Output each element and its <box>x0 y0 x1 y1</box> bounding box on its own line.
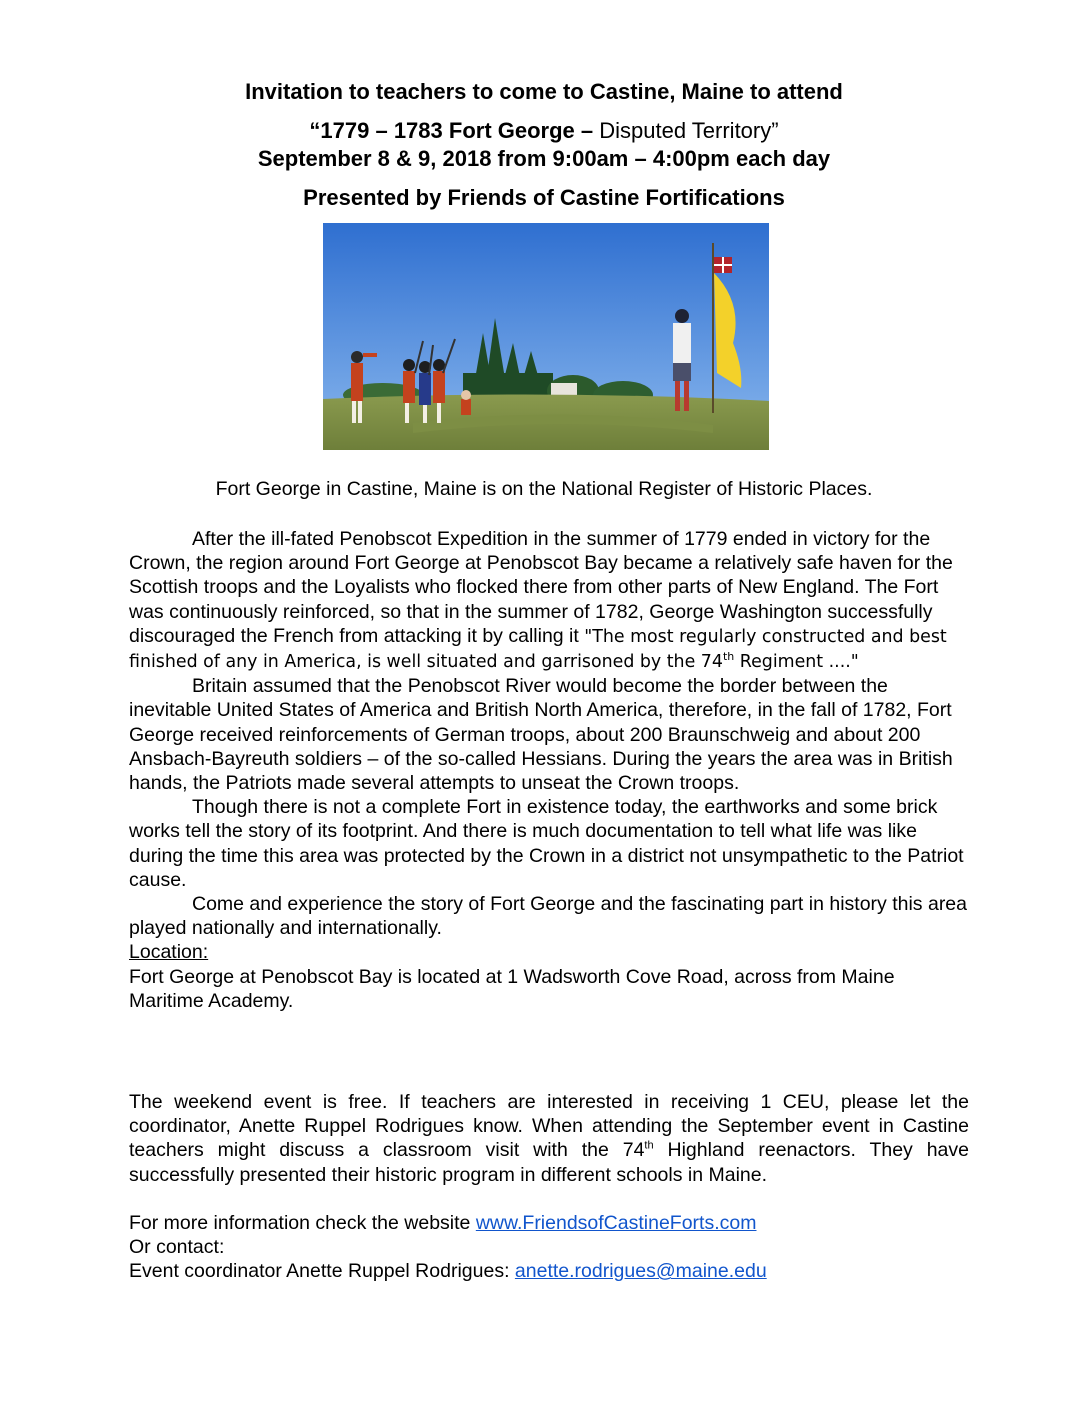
event-text-part-a: The weekend event is free. If teachers are interested in receiving 1 CEU, please let the coordinator, Anette Ruppel Rodrigues know. When attending the September event in Castine teachers might discuss a classroom visit with the 74 <box>129 1091 969 1162</box>
paragraph-border: Britain assumed that the Penobscot River would become the border between the inevitable United States of America and British North America, therefore, in the fall of 1782, Fort George received reinforcements of German troops, about 200 Braunschweig and about 200 Ansbach-Bayreuth soldiers – of the so-called Hessians. During the years the area was in British hands, the Patriots made several attempts to unseat the Crown troops. <box>129 675 953 795</box>
location-heading: Location: <box>129 941 209 964</box>
event-dates: September 8 & 9, 2018 from 9:00am – 4:00pm each day <box>257 146 831 171</box>
event-text <box>129 1090 969 1187</box>
event-superscript: th <box>644 1139 654 1152</box>
paragraph-expedition-text: After the ill-fated Penobscot Expedition in the summer of 1779 ended in victory for the Crown, the region around Fort George at Penobscot Bay became a relatively safe haven for the Scottish troops and the Loyalists who flocked there from other parts of New England. The Fort was continuously reinforced, so that in the summer of 1782, George Washington successfully discouraged the French from attacking it by calling it <box>129 528 953 647</box>
coordinator-prefix: Event coordinator Anette Ruppel Rodrigues: <box>129 1260 515 1283</box>
website-link[interactable]: www.FriendsofCastineForts.com <box>475 1212 757 1234</box>
title-line-2-bold: “1779 – 1783 Fort George – <box>309 118 600 143</box>
event-paragraph <box>129 1090 969 1187</box>
paragraph-earthworks: Though there is not a complete Fort in existence today, the earthworks and some brick works tell the story of its footprint. And there is much documentation to tell what life was like during the time this area was protected by the Crown in a district not unsympathetic to the Patriot cause. <box>129 796 964 891</box>
washington-quote-superscript: th <box>722 650 735 664</box>
location-text: Fort George at Penobscot Bay is located at 1 Wadsworth Cove Road, across from Maine Maritime Academy. <box>129 965 895 1012</box>
presenter-line: Presented by Friends of Castine Fortifications <box>303 185 785 210</box>
washington-quote-part-a: "The most regularly constructed and best finished of any in America, is well situated and garrisoned by the 74 <box>129 626 947 673</box>
event-text-part-b: Highland reenactors. They have successfully presented their historic program in different schools in Maine. <box>129 1139 969 1186</box>
info-line <box>129 1211 969 1235</box>
washington-quote-part-b: Regiment ...." <box>734 652 859 673</box>
reenactors-photo <box>323 223 769 450</box>
paragraph-expedition <box>129 527 969 674</box>
or-contact-line: Or contact: <box>129 1236 225 1259</box>
title-line-1: Invitation to teachers to come to Castine, Maine to attend <box>245 79 843 104</box>
title-line-2 <box>0 118 1088 144</box>
photo-caption: Fort George in Castine, Maine is on the National Register of Historic Places. <box>215 478 873 500</box>
coordinator-line <box>129 1259 969 1283</box>
contact-block <box>129 1211 969 1284</box>
email-link[interactable]: anette.rodrigues@maine.edu <box>514 1260 767 1283</box>
paragraph-invitation: Come and experience the story of Fort George and the fascinating part in history this area played nationally and internationally. <box>129 893 968 940</box>
title-line-2-light: Disputed Territory” <box>599 118 779 143</box>
info-prefix: For more information check the website <box>129 1212 476 1234</box>
main-text <box>129 527 969 1013</box>
